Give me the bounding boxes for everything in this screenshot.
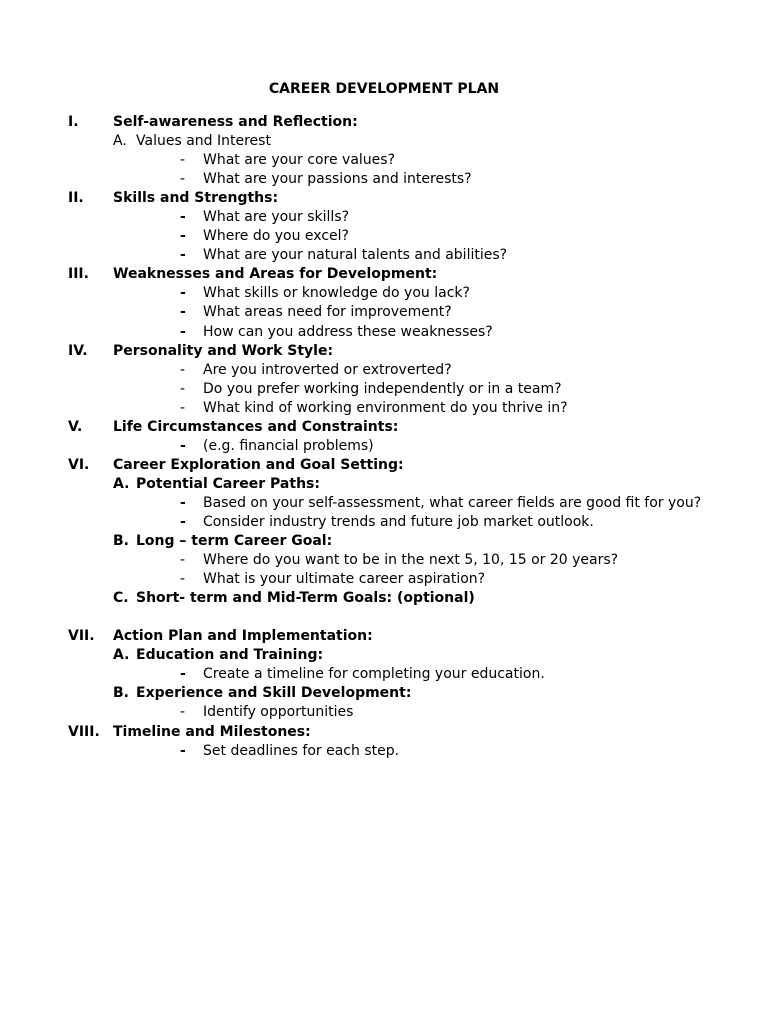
dash-bullet: -	[180, 571, 186, 588]
dash-bullet: -	[180, 209, 186, 226]
section-title: Action Plan and Implementation:	[113, 628, 373, 645]
bullet-item	[0, 551, 768, 570]
bullet-item	[0, 494, 768, 513]
subsection-title: Potential Career Paths:	[136, 475, 320, 492]
section-numeral: II.	[68, 190, 84, 207]
bullet-item	[0, 227, 768, 246]
section-numeral: VI.	[68, 456, 90, 473]
dash-bullet: -	[180, 494, 186, 511]
subsection-letter: B.	[113, 533, 129, 550]
dash-bullet: -	[180, 228, 186, 245]
section-heading	[0, 418, 768, 437]
section-numeral: VII.	[68, 628, 95, 645]
subsection-heading	[0, 475, 768, 494]
section-numeral: III.	[68, 266, 89, 283]
blank-line	[0, 608, 768, 627]
bullet-text: What kind of working environment do you thrive in?	[203, 399, 568, 416]
bullet-item	[0, 703, 768, 722]
subsection-title: Experience and Skill Development:	[136, 685, 412, 702]
dash-bullet: -	[180, 247, 186, 264]
bullet-text: What are your skills?	[203, 209, 350, 226]
subsection-letter: A.	[113, 133, 127, 150]
bullet-item	[0, 208, 768, 227]
section-title: Personality and Work Style:	[113, 342, 334, 359]
dash-bullet: -	[180, 666, 186, 683]
bullet-text: Based on your self-assessment, what career fields are good fit for you?	[203, 494, 702, 511]
bullet-text: Where do you want to be in the next 5, 10, 15 or 20 years?	[203, 552, 619, 569]
section-heading	[0, 456, 768, 475]
subsection-title: Values and Interest	[136, 133, 271, 150]
section-title: Life Circumstances and Constraints:	[113, 418, 399, 435]
subsection-heading	[0, 532, 768, 551]
document-title: CAREER DEVELOPMENT PLAN	[268, 81, 500, 97]
dash-bullet: -	[180, 399, 186, 416]
bullet-text: Do you prefer working independently or in a team?	[203, 380, 562, 397]
bullet-text: Set deadlines for each step.	[203, 742, 400, 759]
bullet-item	[0, 399, 768, 418]
bullet-item	[0, 437, 768, 456]
bullet-item	[0, 323, 768, 342]
bullet-text: What are your passions and interests?	[203, 171, 472, 188]
section-numeral: V.	[68, 418, 83, 435]
section-numeral: IV.	[68, 342, 88, 359]
section-heading	[0, 265, 768, 284]
bullet-text: Identify opportunities	[203, 704, 354, 721]
section-title: Skills and Strengths:	[113, 190, 279, 207]
dash-bullet: -	[180, 152, 186, 169]
bullet-item	[0, 170, 768, 189]
bullet-text: What areas need for improvement?	[203, 304, 452, 321]
bullet-item	[0, 246, 768, 265]
bullet-text: Where do you excel?	[203, 228, 349, 245]
bullet-text: What are your natural talents and abilities?	[203, 247, 508, 264]
subsection-title: Short- term and Mid-Term Goals: (optional)	[136, 590, 475, 607]
bullet-item	[0, 742, 768, 761]
subsection-heading	[0, 646, 768, 665]
bullet-item	[0, 361, 768, 380]
bullet-text: What skills or knowledge do you lack?	[203, 285, 470, 302]
bullet-item	[0, 513, 768, 532]
bullet-text: Consider industry trends and future job market outlook.	[203, 513, 594, 530]
dash-bullet: -	[180, 552, 186, 569]
dash-bullet: -	[180, 285, 186, 302]
bullet-item	[0, 570, 768, 589]
section-numeral: VIII.	[68, 723, 100, 740]
bullet-text: Are you introverted or extroverted?	[203, 361, 452, 378]
dash-bullet: -	[180, 171, 186, 188]
bullet-text: (e.g. financial problems)	[203, 437, 374, 454]
subsection-letter: A.	[113, 647, 130, 664]
section-heading	[0, 723, 768, 742]
dash-bullet: -	[180, 437, 186, 454]
bullet-item	[0, 380, 768, 399]
dash-bullet: -	[180, 323, 186, 340]
section-heading	[0, 113, 768, 132]
bullet-item	[0, 151, 768, 170]
bullet-item	[0, 303, 768, 322]
outline	[0, 113, 768, 761]
subsection-heading	[0, 589, 768, 608]
bullet-item	[0, 665, 768, 684]
bullet-item	[0, 284, 768, 303]
subsection-heading	[0, 684, 768, 703]
dash-bullet: -	[180, 742, 186, 759]
dash-bullet: -	[180, 304, 186, 321]
subsection-title: Education and Training:	[136, 647, 324, 664]
section-title: Weaknesses and Areas for Development:	[113, 266, 438, 283]
section-title: Career Exploration and Goal Setting:	[113, 456, 404, 473]
dash-bullet: -	[180, 361, 186, 378]
dash-bullet: -	[180, 513, 186, 530]
bullet-text: What are your core values?	[203, 152, 395, 169]
section-heading	[0, 627, 768, 646]
bullet-text: How can you address these weaknesses?	[203, 323, 493, 340]
subsection-letter: A.	[113, 475, 130, 492]
dash-bullet: -	[180, 380, 186, 397]
bullet-text: What is your ultimate career aspiration?	[203, 571, 486, 588]
bullet-text: Create a timeline for completing your education.	[203, 666, 545, 683]
section-title: Self-awareness and Reflection:	[113, 114, 358, 130]
subsection-letter: B.	[113, 685, 129, 702]
dash-bullet: -	[180, 704, 186, 721]
subsection-heading	[0, 132, 768, 151]
section-numeral: I.	[68, 114, 79, 130]
subsection-title: Long – term Career Goal:	[136, 533, 333, 550]
section-heading	[0, 189, 768, 208]
section-heading	[0, 342, 768, 361]
subsection-letter: C.	[113, 590, 129, 607]
section-title: Timeline and Milestones:	[113, 723, 311, 740]
